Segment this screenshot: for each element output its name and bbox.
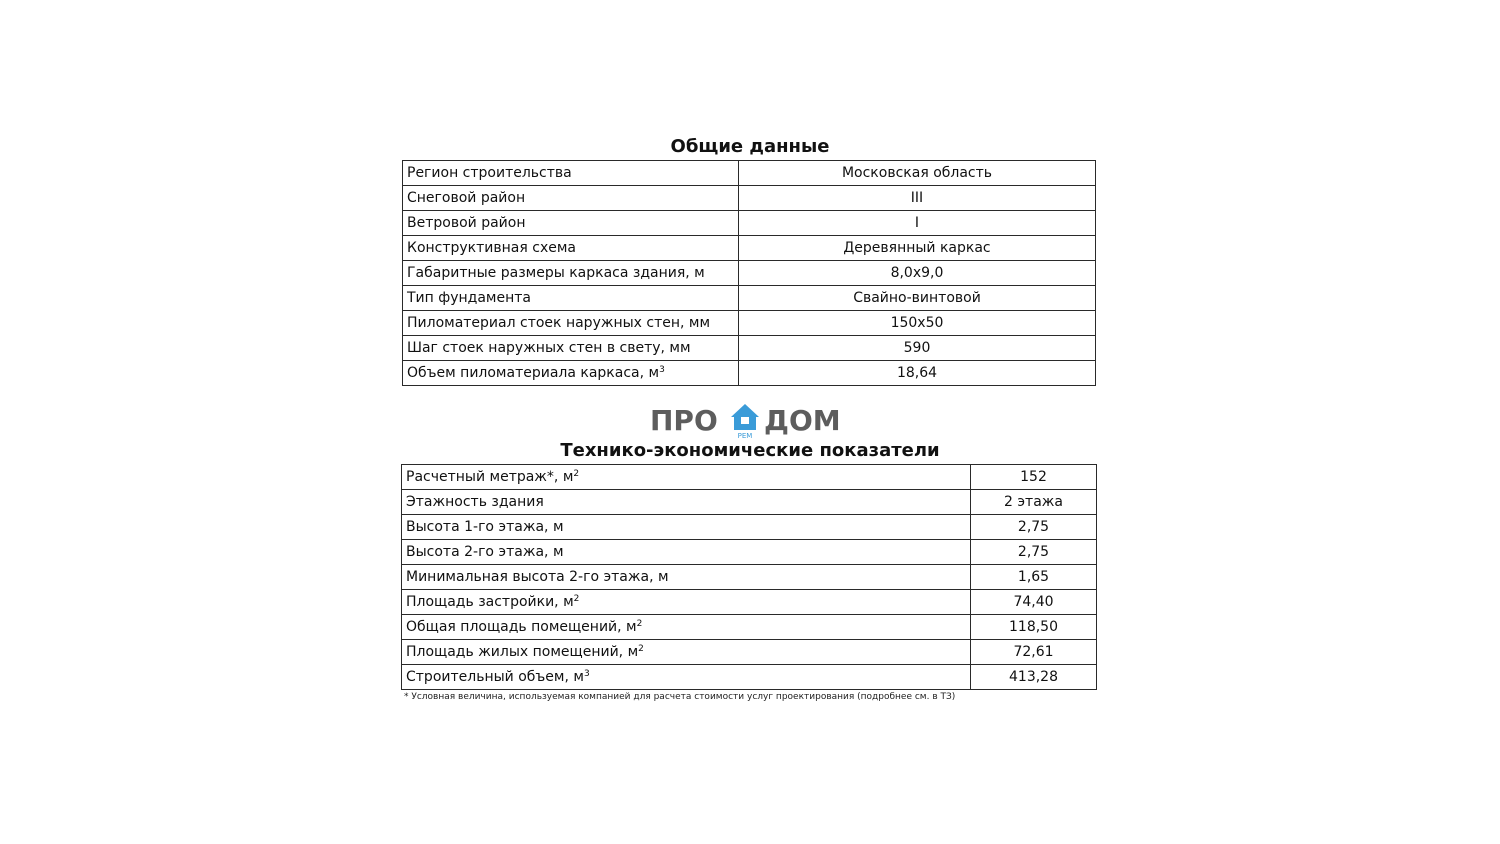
logo-text-right: ДОМ bbox=[764, 404, 841, 437]
row-label: Объем пиломатериала каркаса, м bbox=[407, 365, 660, 381]
row-label: Высота 2-го этажа, м bbox=[406, 544, 564, 560]
row-label-cell bbox=[403, 361, 739, 386]
row-value: 2,75 bbox=[971, 515, 1097, 540]
row-value: 74,40 bbox=[971, 590, 1097, 615]
house-icon bbox=[730, 403, 760, 433]
table-row bbox=[402, 565, 1097, 590]
table-row bbox=[403, 186, 1096, 211]
row-value: 150x50 bbox=[739, 311, 1096, 336]
row-label: Строительный объем, м bbox=[406, 669, 584, 685]
table-row bbox=[403, 236, 1096, 261]
row-label: Габаритные размеры каркаса здания, м bbox=[407, 265, 705, 281]
row-label-cell bbox=[403, 286, 739, 311]
row-label: Общая площадь помещений, м bbox=[406, 619, 637, 635]
row-label-cell bbox=[402, 640, 971, 665]
tep-body bbox=[402, 465, 1097, 690]
tep-title: Технико-экономические показатели bbox=[560, 440, 940, 461]
row-label-cell bbox=[402, 665, 971, 690]
table-row bbox=[403, 311, 1096, 336]
table-row bbox=[402, 490, 1097, 515]
general-data-title: Общие данные bbox=[670, 136, 830, 157]
row-value: Свайно-винтовой bbox=[739, 286, 1096, 311]
table-row bbox=[402, 540, 1097, 565]
row-label-cell bbox=[402, 615, 971, 640]
row-label-cell bbox=[402, 515, 971, 540]
unit-exponent: 2 bbox=[638, 644, 644, 654]
unit-exponent: 2 bbox=[636, 619, 643, 629]
general-data-body bbox=[403, 161, 1096, 386]
row-label-cell bbox=[403, 186, 739, 211]
table-row bbox=[403, 261, 1096, 286]
row-value: 152 bbox=[971, 465, 1097, 490]
row-label: Тип фундамента bbox=[407, 290, 531, 306]
unit-exponent: 2 bbox=[573, 594, 580, 604]
table-row bbox=[403, 161, 1096, 186]
row-value: I bbox=[739, 211, 1096, 236]
table-row bbox=[403, 361, 1096, 386]
house-window bbox=[741, 417, 749, 424]
table-row bbox=[402, 615, 1097, 640]
row-label: Регион строительства bbox=[407, 165, 572, 181]
footnote: * Условная величина, используемая компанией для расчета стоимости услуг проектирования (подробнее см. в ТЗ) bbox=[404, 692, 956, 702]
row-label-cell bbox=[403, 236, 739, 261]
table-row bbox=[402, 665, 1097, 690]
row-label: Этажность здания bbox=[406, 494, 544, 510]
row-value: Московская область bbox=[739, 161, 1096, 186]
company-logo bbox=[650, 402, 850, 442]
row-label: Шаг стоек наружных стен в свету, мм bbox=[407, 340, 691, 356]
table-row bbox=[402, 515, 1097, 540]
unit-exponent: 2 bbox=[573, 469, 580, 479]
row-value: 118,50 bbox=[971, 615, 1097, 640]
row-label: Конструктивная схема bbox=[407, 240, 576, 256]
row-label-cell bbox=[402, 590, 971, 615]
row-value: 1,65 bbox=[971, 565, 1097, 590]
row-label: Минимальная высота 2-го этажа, м bbox=[406, 569, 669, 585]
row-label-cell bbox=[402, 465, 971, 490]
unit-exponent: 3 bbox=[659, 365, 665, 375]
logo-subtext: РЕМ bbox=[737, 432, 753, 440]
table-row bbox=[402, 590, 1097, 615]
row-label-cell bbox=[403, 336, 739, 361]
row-label-cell bbox=[402, 490, 971, 515]
tep-table bbox=[401, 464, 1097, 690]
table-row bbox=[403, 211, 1096, 236]
row-label-cell bbox=[403, 211, 739, 236]
table-row bbox=[403, 336, 1096, 361]
row-label-cell bbox=[402, 565, 971, 590]
row-label: Высота 1-го этажа, м bbox=[406, 519, 564, 535]
row-value: 413,28 bbox=[971, 665, 1097, 690]
row-value: 8,0x9,0 bbox=[739, 261, 1096, 286]
row-value: 2,75 bbox=[971, 540, 1097, 565]
row-value: III bbox=[739, 186, 1096, 211]
row-label-cell bbox=[403, 311, 739, 336]
table-row bbox=[402, 465, 1097, 490]
row-label: Площадь жилых помещений, м bbox=[406, 644, 639, 660]
general-data-table bbox=[402, 160, 1096, 386]
row-label: Ветровой район bbox=[407, 215, 526, 231]
row-value: Деревянный каркас bbox=[739, 236, 1096, 261]
row-label: Расчетный метраж*, м bbox=[406, 469, 574, 485]
row-label: Снеговой район bbox=[407, 190, 526, 206]
row-label-cell bbox=[403, 161, 739, 186]
table-row bbox=[403, 286, 1096, 311]
row-label: Пиломатериал стоек наружных стен, мм bbox=[407, 315, 711, 331]
row-value: 590 bbox=[739, 336, 1096, 361]
logo-text-left: ПРО bbox=[650, 404, 718, 437]
table-row bbox=[402, 640, 1097, 665]
unit-exponent: 3 bbox=[583, 669, 590, 679]
row-value: 2 этажа bbox=[971, 490, 1097, 515]
row-value: 18,64 bbox=[739, 361, 1096, 386]
row-label-cell bbox=[403, 261, 739, 286]
row-label-cell bbox=[402, 540, 971, 565]
row-value: 72,61 bbox=[971, 640, 1097, 665]
row-label: Площадь застройки, м bbox=[406, 594, 574, 610]
